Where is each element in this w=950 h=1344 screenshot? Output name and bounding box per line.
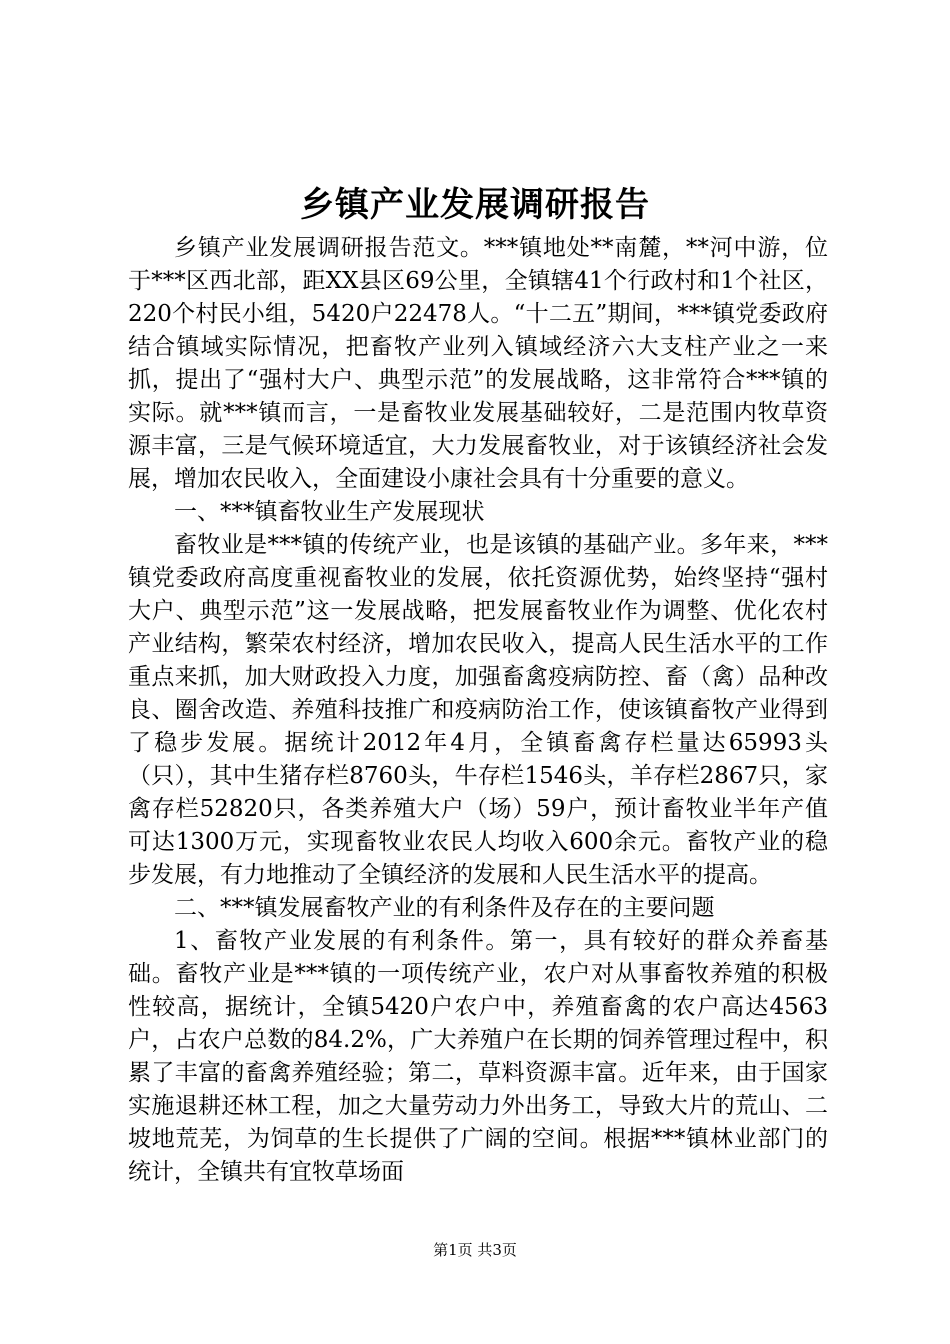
intro-paragraph: 乡镇产业发展调研报告范文。***镇地处**南麓，**河中游，位于***区西北部，距XX县区69公里，全镇辖41个行政村和1个社区，220个村民小组，5420户22478人。“十二五”期间，***镇党委政府结合镇域实际情况，把畜牧产业列入镇域经济六大支柱产业之一来抓，提出了“强村大户、典型示范”的发展战略，这非常符合***镇的实际。就***镇而言，一是畜牧业发展基础较好，二是范围内牧草资源丰富，三是气候环境适宜，大力发展畜牧业，对于该镇经济社会发展，增加农民收入，全面建设小康社会具有十分重要的意义。 — [128, 235, 828, 492]
document-body — [128, 232, 828, 1189]
page-footer: 第1页 共3页 — [433, 1241, 517, 1259]
section-1-paragraph: 畜牧业是***镇的传统产业，也是该镇的基础产业。多年来，***镇党委政府高度重视畜牧业的发展，依托资源优势，始终坚持“强村大户、典型示范”这一发展战略，把发展畜牧业作为调整、优化农村产业结构，繁荣农村经济，增加农民收入，提高人民生活水平的工作重点来抓，加大财政投入力度，加强畜禽疫病防控、畜（禽）品种改良、圈舍改造、养殖科技推广和疫病防治工作，使该镇畜牧产业得到了稳步发展。据统计2012年4月，全镇畜禽存栏量达65993头（只），其中生猪存栏8760头，牛存栏1546头，羊存栏2867只，家禽存栏52820只，各类养殖大户（场）59户，预计畜牧业半年产值可达1300万元，实现畜牧业农民人均收入600余元。畜牧产业的稳步发展，有力地推动了全镇经济的发展和人民生活水平的提高。 — [128, 532, 828, 888]
section-heading-1: 一、***镇畜牧业生产发展现状 — [174, 499, 485, 525]
document-title: 乡镇产业发展调研报告 — [300, 185, 650, 225]
section-2-paragraph: 1、畜牧产业发展的有利条件。第一，具有较好的群众养畜基础。畜牧产业是***镇的一项传统产业，农户对从事畜牧养殖的积极性较高，据统计，全镇5420户农户中，养殖畜禽的农户高达4563户，占农户总数的84.2%，广大养殖户在长期的饲养管理过程中，积累了丰富的畜禽养殖经验；第二，草料资源丰富。近年来，由于国家实施退耕还林工程，加之大量劳动力外出务工，导致大片的荒山、二坡地荒芜，为饲草的生长提供了广阔的空间。根据***镇林业部门的统计，全镇共有宜牧草场面 — [128, 928, 828, 1185]
section-heading-2: 二、***镇发展畜牧产业的有利条件及存在的主要问题 — [174, 895, 715, 921]
